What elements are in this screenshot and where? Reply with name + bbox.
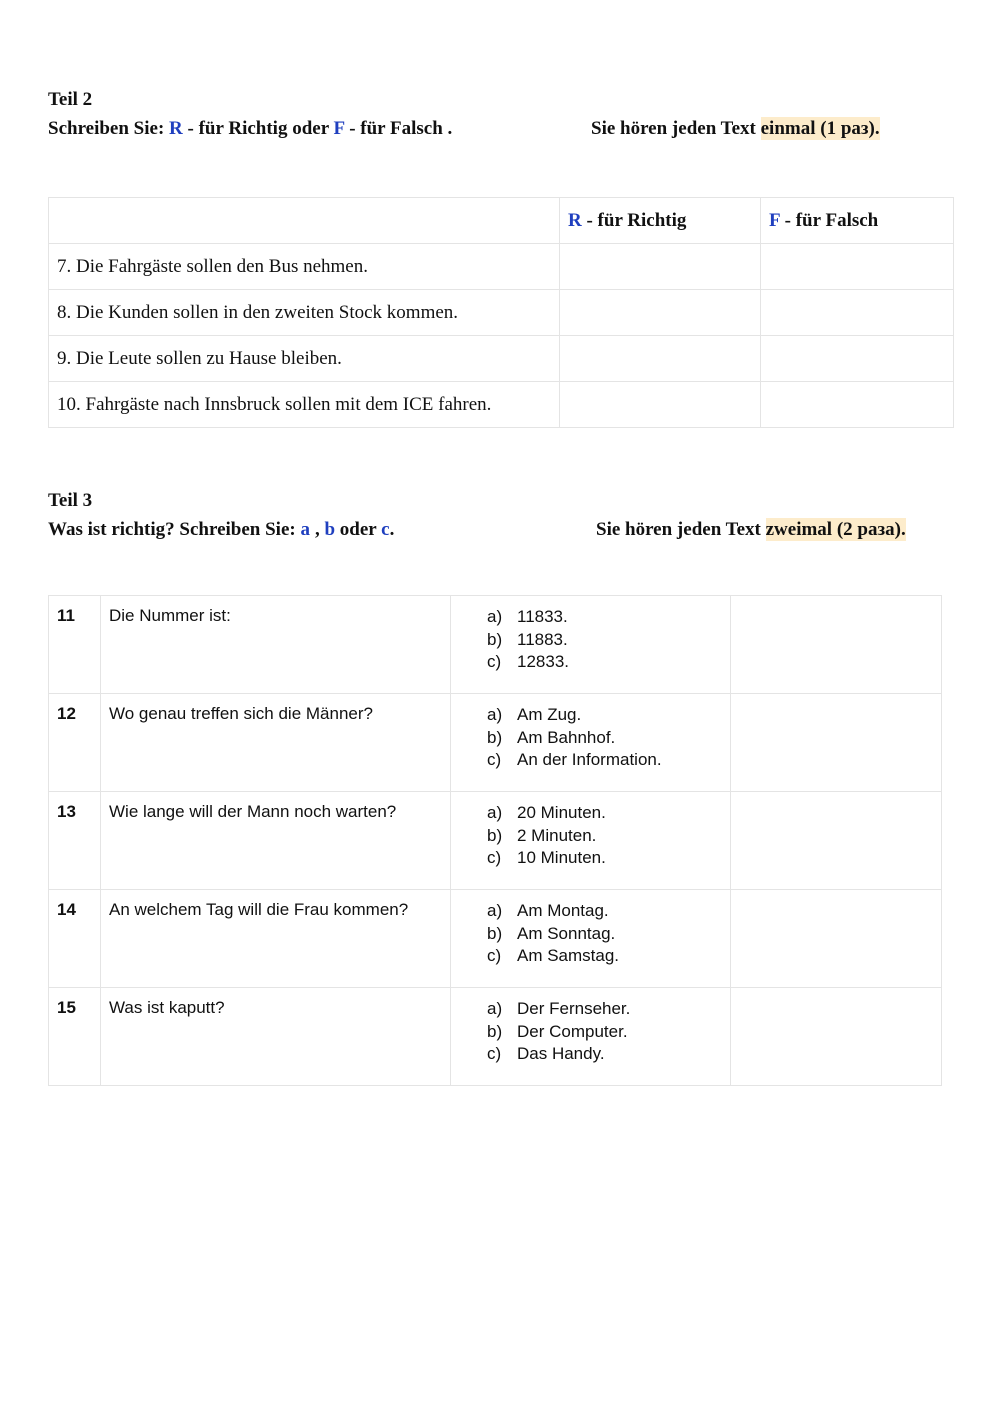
option-letter: c) — [487, 1044, 502, 1064]
option-text: Der Fernseher. — [517, 999, 631, 1018]
teil2-listen-note — [591, 117, 880, 141]
option-a — [487, 606, 729, 629]
answer-cell-falsch[interactable] — [761, 382, 954, 428]
answer-cell-falsch[interactable] — [761, 290, 954, 336]
answer-cell[interactable] — [731, 596, 942, 694]
answer-cell-richtig[interactable] — [560, 336, 761, 382]
option-letter: b) — [487, 629, 503, 649]
table-row — [49, 244, 954, 290]
teil3-title: Teil 3 — [48, 490, 93, 511]
header-r-text: - für Richtig — [586, 209, 687, 231]
option-text: 2 Minuten. — [517, 825, 597, 845]
option-b — [487, 1021, 729, 1044]
option-c — [487, 945, 729, 968]
f-marker: F — [333, 118, 345, 139]
statement-8: 8. Die Kunden sollen in den zweiten Stock kommen. — [49, 290, 560, 336]
option-letter: a) — [487, 607, 503, 626]
oder-text: oder — [339, 519, 377, 540]
f-text: - für Falsch . — [349, 118, 453, 139]
answer-cell[interactable] — [731, 694, 942, 792]
answer-cell-falsch[interactable] — [761, 336, 954, 382]
option-letter: b) — [487, 825, 503, 845]
question-number: 11 — [49, 596, 101, 694]
option-c — [487, 749, 729, 772]
statement-10: 10. Fahrgäste nach Innsbruck sollen mit dem ICE fahren. — [49, 382, 560, 428]
teil2-title: Teil 2 — [48, 89, 93, 110]
header-f-text: - für Falsch — [784, 209, 879, 231]
option-text: 12833. — [517, 652, 569, 672]
option-b — [487, 825, 729, 848]
option-text: Am Samstag. — [517, 946, 620, 966]
a-marker: a — [300, 519, 310, 540]
question-number: 13 — [49, 792, 101, 890]
option-a — [487, 802, 729, 825]
option-a — [487, 900, 729, 923]
teil3-table — [48, 595, 942, 1086]
teil3-listen-note — [596, 518, 906, 542]
option-letter: a) — [487, 705, 503, 724]
instruction-prefix: Schreiben Sie: — [48, 118, 165, 139]
option-letter: a) — [487, 999, 503, 1018]
option-b — [487, 923, 729, 946]
question-number: 12 — [49, 694, 101, 792]
table-row — [49, 792, 942, 890]
option-a — [487, 998, 729, 1021]
option-text: 10 Minuten. — [517, 848, 606, 868]
teil2-table — [48, 197, 954, 428]
header-richtig — [560, 198, 761, 244]
answer-cell[interactable] — [731, 988, 942, 1086]
instruction-prefix: Was ist richtig? Schreiben Sie: — [48, 519, 296, 540]
option-text: 20 Minuten. — [517, 803, 606, 822]
question-text: Die Nummer ist: — [101, 596, 451, 694]
option-text: Am Montag. — [517, 901, 609, 920]
separator: , — [314, 519, 320, 540]
option-a — [487, 704, 729, 727]
table-row — [49, 596, 942, 694]
answer-cell[interactable] — [731, 792, 942, 890]
listen-highlight: zweimal (2 раза). — [765, 519, 906, 540]
option-letter: a) — [487, 803, 503, 822]
options-list — [451, 792, 731, 890]
teil2-instruction — [48, 117, 452, 141]
answer-cell-richtig[interactable] — [560, 244, 761, 290]
option-text: An der Information. — [517, 750, 662, 770]
r-marker: R — [169, 118, 183, 139]
option-letter: b) — [487, 923, 503, 943]
statement-7: 7. Die Fahrgäste sollen den Bus nehmen. — [49, 244, 560, 290]
answer-cell-richtig[interactable] — [560, 290, 761, 336]
option-letter: a) — [487, 901, 503, 920]
statement-9: 9. Die Leute sollen zu Hause bleiben. — [49, 336, 560, 382]
question-text: Wo genau treffen sich die Männer? — [101, 694, 451, 792]
question-number: 14 — [49, 890, 101, 988]
option-c — [487, 651, 729, 674]
table-row — [49, 290, 954, 336]
header-f-marker: F — [769, 209, 780, 231]
question-text: Was ist kaputt? — [101, 988, 451, 1086]
table-row — [49, 336, 954, 382]
table-row — [49, 382, 954, 428]
header-r-marker: R — [568, 209, 582, 231]
option-letter: c) — [487, 652, 502, 672]
options-list — [451, 988, 731, 1086]
question-number: 15 — [49, 988, 101, 1086]
options-list — [451, 694, 731, 792]
option-c — [487, 847, 729, 870]
option-c — [487, 1043, 729, 1066]
answer-cell-falsch[interactable] — [761, 244, 954, 290]
option-text: Am Bahnhof. — [517, 727, 616, 747]
table-row — [49, 890, 942, 988]
header-statement — [49, 198, 560, 244]
answer-cell[interactable] — [731, 890, 942, 988]
option-b — [487, 727, 729, 750]
listen-prefix: Sie hören jeden Text — [596, 519, 761, 540]
option-letter: c) — [487, 848, 502, 868]
c-marker: c — [381, 519, 390, 540]
answer-cell-richtig[interactable] — [560, 382, 761, 428]
options-list — [451, 890, 731, 988]
teil3-instruction — [48, 518, 394, 542]
options-list — [451, 596, 731, 694]
table-row — [49, 988, 942, 1086]
header-falsch — [761, 198, 954, 244]
end-dot: . — [389, 519, 395, 540]
listen-highlight: einmal (1 раз). — [760, 118, 880, 139]
option-text: Am Sonntag. — [517, 923, 616, 943]
option-letter: c) — [487, 750, 502, 770]
option-text: 11883. — [517, 629, 568, 649]
option-text: Das Handy. — [517, 1044, 605, 1064]
option-b — [487, 629, 729, 652]
option-letter: b) — [487, 727, 503, 747]
question-text: Wie lange will der Mann noch warten? — [101, 792, 451, 890]
option-letter: c) — [487, 946, 502, 966]
r-text: - für Richtig oder — [187, 118, 329, 139]
option-text: Am Zug. — [517, 705, 582, 724]
question-text: An welchem Tag will die Frau kommen? — [101, 890, 451, 988]
listen-prefix: Sie hören jeden Text — [591, 118, 756, 139]
b-marker: b — [324, 519, 336, 540]
table-row — [49, 694, 942, 792]
option-letter: b) — [487, 1021, 503, 1041]
option-text: Der Computer. — [517, 1021, 628, 1041]
table-header-row — [49, 198, 954, 244]
option-text: 11833. — [517, 607, 568, 626]
